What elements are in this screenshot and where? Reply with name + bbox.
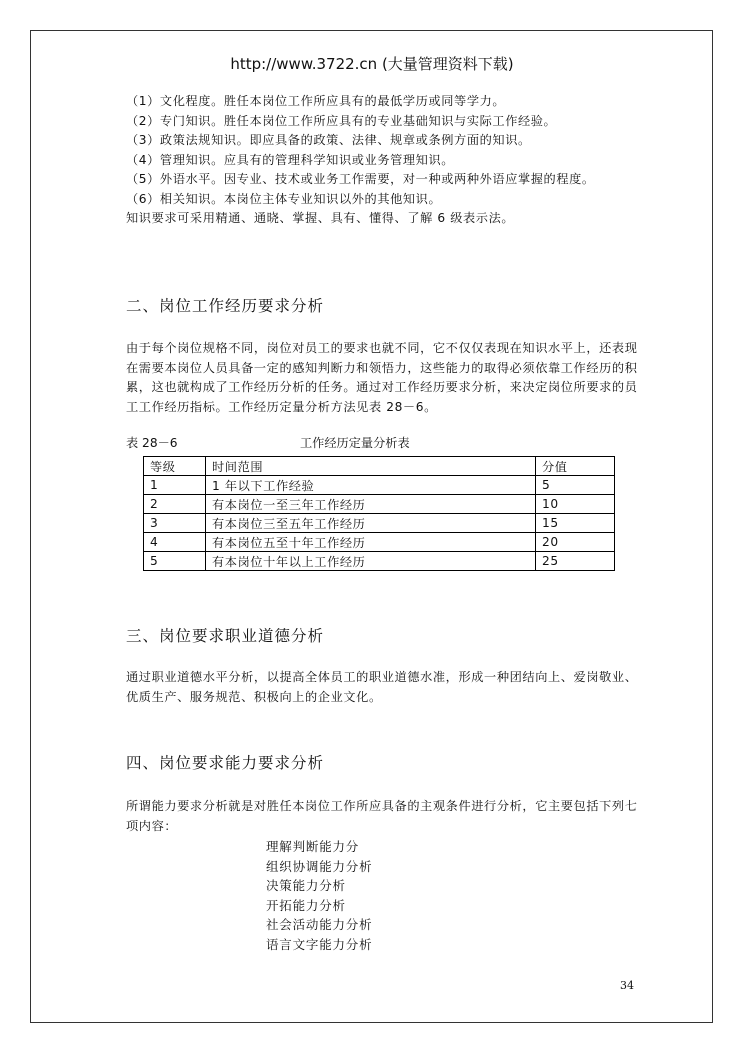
table-row	[144, 514, 615, 533]
table-row	[144, 495, 615, 514]
table-cell: 1	[144, 476, 206, 495]
ability-item: 开拓能力分析	[266, 897, 346, 913]
knowledge-item: （6）相关知识。本岗位主体专业知识以外的其他知识。	[126, 191, 442, 206]
table-cell: 4	[144, 533, 206, 552]
table-cell: 5	[144, 552, 206, 571]
table-row	[144, 533, 615, 552]
table-header-cell: 等级	[144, 457, 206, 476]
table-cell: 有本岗位一至三年工作经历	[206, 495, 536, 514]
table-cell: 2	[144, 495, 206, 514]
ability-list	[266, 837, 372, 955]
table-cell: 有本岗位三至五年工作经历	[206, 514, 536, 533]
table-cell: 3	[144, 514, 206, 533]
table-cell: 10	[536, 495, 615, 514]
table-cell: 有本岗位十年以上工作经历	[206, 552, 536, 571]
section-heading: 四、岗位要求能力要求分析	[126, 754, 325, 772]
table-header-row	[144, 457, 615, 476]
table-header-cell: 时间范围	[206, 457, 536, 476]
ability-item: 语言文字能力分析	[266, 936, 373, 952]
table-cell: 1 年以下工作经验	[206, 476, 536, 495]
ability-item: 决策能力分析	[266, 878, 346, 894]
section-heading: 三、岗位要求职业道德分析	[126, 627, 325, 645]
knowledge-item: （3）政策法规知识。即应具备的政策、法律、规章或条例方面的知识。	[126, 133, 531, 147]
knowledge-item: （4）管理知识。应具有的管理科学知识或业务管理知识。	[126, 152, 455, 167]
table-cell: 20	[536, 533, 615, 552]
knowledge-item: 知识要求可采用精通、通晓、掌握、具有、懂得、了解 6 级表示法。	[126, 211, 515, 225]
knowledge-item: （2）专门知识。胜任本岗位工作所应具有的专业基础知识与实际工作经验。	[126, 113, 557, 128]
ability-item: 组织协调能力分析	[266, 858, 373, 874]
knowledge-item: （1）文化程度。胜任本岗位工作所应具有的最低学历或同等学力。	[126, 94, 506, 108]
table-header-cell: 分值	[536, 457, 615, 476]
table-cell: 5	[536, 476, 615, 495]
table-row	[144, 552, 615, 571]
table-cell: 25	[536, 552, 615, 571]
header-url[interactable]: http://www.3722.cn (大量管理资料下载)	[230, 55, 514, 73]
section-paragraph: 通过职业道德水平分析，以提高全体员工的职业道德水准，形成一种团结向上、爱岗敬业、优质生产、服务规范、积极向上的企业文化。	[126, 670, 638, 704]
knowledge-list	[126, 92, 646, 229]
table-cell: 有本岗位五至十年工作经历	[206, 533, 536, 552]
table-row	[144, 476, 615, 495]
table-cell: 15	[536, 514, 615, 533]
ability-item: 理解判断能力分	[266, 839, 360, 854]
section-heading: 二、岗位工作经历要求分析	[126, 297, 325, 315]
table-title: 工作经历定量分析表	[300, 436, 410, 450]
knowledge-item: （5）外语水平。因专业、技术或业务工作需要，对一种或两种外语应掌握的程度。	[126, 172, 595, 186]
page-number: 34	[620, 979, 634, 992]
ability-item: 社会活动能力分析	[266, 917, 373, 933]
table-number: 表 28－6	[126, 436, 178, 450]
section-paragraph: 由于每个岗位规格不同，岗位对员工的要求也就不同，它不仅仅表现在知识水平上，还表现在需要本岗位人员具备一定的感知判断力和领悟力，这些能力的取得必须依靠工作经历的积累，这也就构成了工作经历分析的任务。通过对工作经历要求分析，来决定岗位所要求的员工工作经历指标。工作经历定量分析方法见表 28－6。	[126, 341, 638, 414]
experience-table	[143, 456, 615, 571]
section-paragraph: 所谓能力要求分析就是对胜任本岗位工作所应具备的主观条件进行分析，它主要包括下列七项内容：	[126, 799, 638, 833]
